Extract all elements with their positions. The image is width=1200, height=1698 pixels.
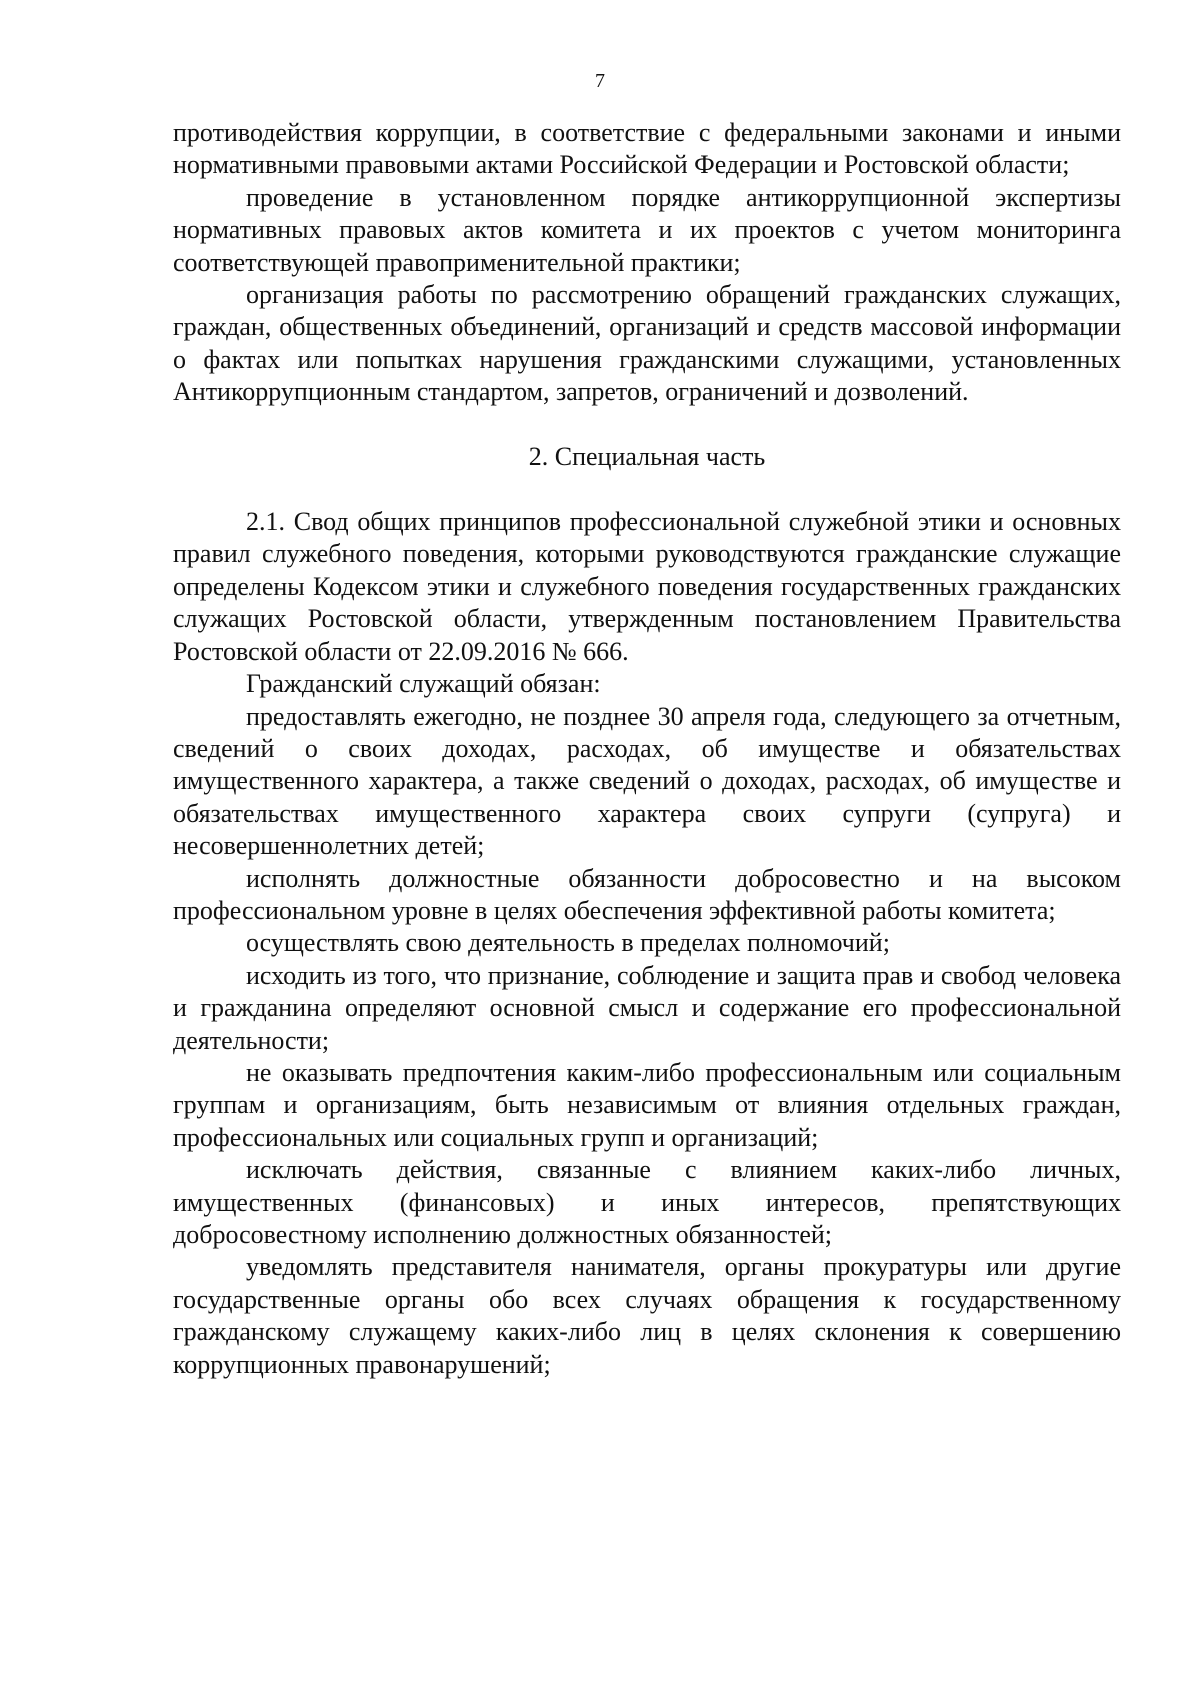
section-paragraph: Гражданский служащий обязан: bbox=[246, 669, 601, 699]
section-paragraph: исполнять должностные обязанности добросовестно и на высоком профессиональном уровне в целях обеспечения эффективной работы комитета; bbox=[173, 863, 1121, 925]
section-paragraph: предоставлять ежегодно, не позднее 30 апреля года, следующего за отчетным, сведений о своих доходах, расходах, об имуществе и обязательствах имущественного характера, а также сведений о доходах, расходах, об имуществе и обязательствах имущественного характера своих супруги (супруга) и несовершеннолетних детей; bbox=[173, 701, 1121, 861]
section-paragraph: не оказывать предпочтения каким-либо профессиональным или социальным группам и организациям, быть независимым от влияния отдельных граждан, профессиональных или социальных групп и организаций; bbox=[173, 1057, 1121, 1152]
section-paragraph: исключать действия, связанные с влиянием каких-либо личных, имущественных (финансовых) и иных интересов, препятствующих добросовестному исполнению должностных обязанностей; bbox=[173, 1155, 1121, 1249]
section-paragraph: исходить из того, что признание, соблюдение и защита прав и свобод человека и гражданина определяют основной смысл и содержание его профессиональной деятельности; bbox=[173, 960, 1121, 1055]
section-paragraph: 2.1. Свод общих принципов профессиональной служебной этики и основных правил служебного поведения, которыми руководствуются гражданские служащие определены Кодексом этики и служебного поведения государственных гражданских служащих Ростовской области, утвержденным постановлением Правительства Ростовской области от 22.09.2016 № 666. bbox=[173, 507, 1121, 666]
document-body bbox=[173, 117, 1121, 1381]
paragraph: проведение в установленном порядке антикоррупционной экспертизы нормативных правовых актов комитета и их проектов с учетом мониторинга соответствующей правоприменительной практики; bbox=[173, 182, 1121, 277]
section-paragraph: уведомлять представителя нанимателя, органы прокуратуры или другие государственные органы обо всех случаях обращения к государственному гражданскому служащему каких-либо лиц в целях склонения к совершению коррупционных правонарушений; bbox=[173, 1252, 1121, 1379]
paragraph-continued: противодействия коррупции, в соответствие с федеральными законами и иными нормативными правовыми актами Российской Федерации и Ростовской области; bbox=[173, 118, 1121, 180]
section-heading: 2. Специальная часть bbox=[528, 441, 766, 471]
page-number: 7 bbox=[595, 70, 605, 92]
section-paragraph: осуществлять свою деятельность в пределах полномочий; bbox=[246, 928, 890, 958]
paragraph: организация работы по рассмотрению обращений гражданских служащих, граждан, общественных объединений, организаций и средств массовой информации о фактах или попытках нарушения гражданскими служащими, установленных Антикоррупционным стандартом, запретов, ограничений и дозволений. bbox=[173, 280, 1121, 407]
